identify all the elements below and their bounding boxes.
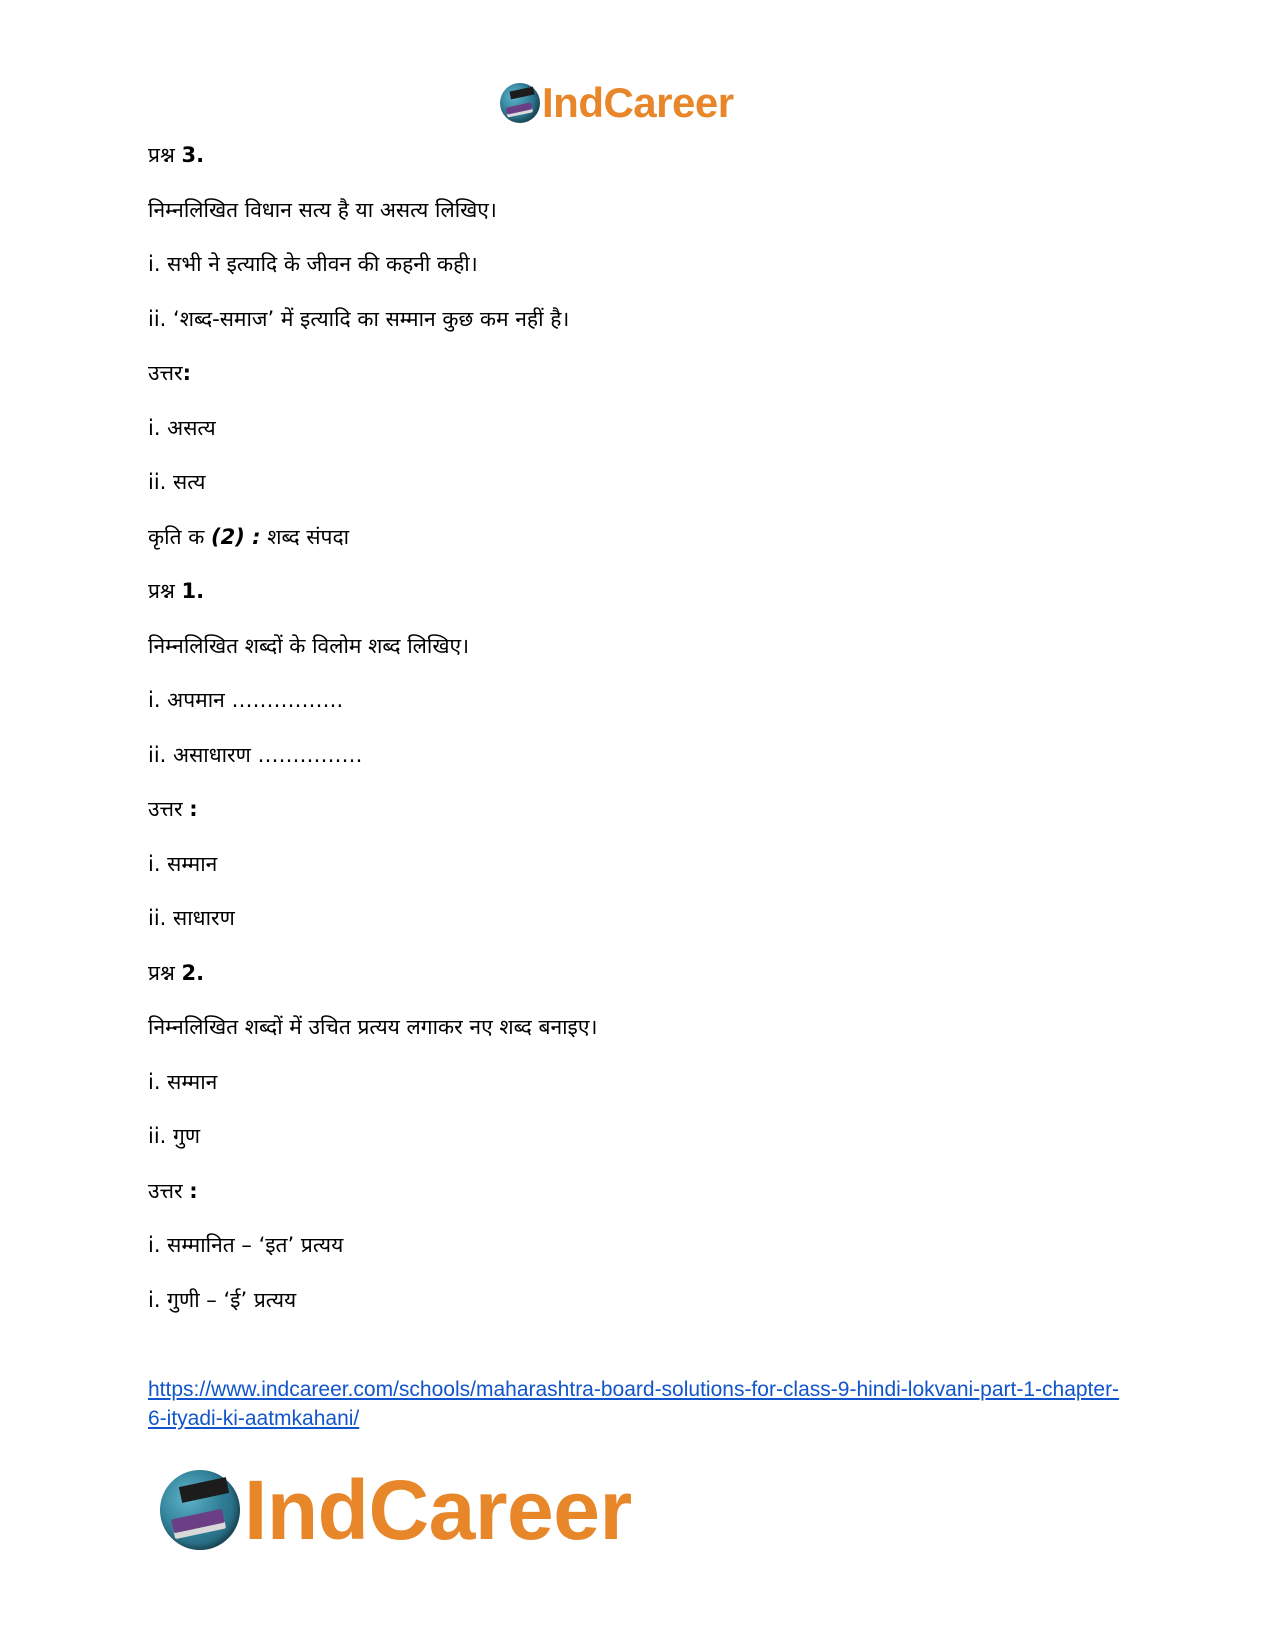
question-text: निम्नलिखित शब्दों में उचित प्रत्यय लगाकर नए शब्द बनाइए। [148,1015,598,1039]
question-text: निम्नलिखित विधान सत्य है या असत्य लिखिए। [148,197,497,222]
answer-heading: उत्तर: [148,361,192,385]
answer-item: ii. सत्य [148,470,206,494]
question-heading: प्रश्न 2. [148,960,205,985]
statement-item: i. सभी ने इत्यादि के जीवन की कहनी कही। [148,252,478,276]
word-item: ii. असाधारण …………… [148,742,363,767]
answer-item: i. गुणी – ‘ई’ प्रत्यय [148,1287,297,1312]
brand-name: IndCareer [244,1463,632,1557]
word-item: i. सम्मान [148,1069,218,1094]
document-body [148,140,1128,1339]
statement-item: ii. ‘शब्द-समाज’ में इत्यादि का सम्मान कुछ कम नहीं है। [148,306,570,331]
question-heading: प्रश्न 1. [148,579,205,603]
indcareer-logo-top [500,80,734,126]
section-heading: कृति क (2) : शब्द संपदा [148,524,350,549]
indcareer-logo-bottom [160,1465,632,1555]
answer-heading: उत्तर : [148,1178,198,1203]
question-text: निम्नलिखित शब्दों के विलोम शब्द लिखिए। [148,633,470,658]
word-item: i. अपमान ……………. [148,688,344,712]
answer-item: i. असत्य [148,415,216,440]
graduation-globe-icon [500,83,540,123]
question-heading: प्रश्न 3. [148,143,205,167]
brand-name: IndCareer [542,79,734,126]
answer-item: ii. साधारण [148,906,235,930]
answer-item: i. सम्मानित – ‘इत’ प्रत्यय [148,1233,344,1257]
source-link[interactable]: https://www.indcareer.com/schools/maharashtra-board-solutions-for-class-9-hindi-lokvani-part-1-chapter-6-ityadi-ki-aatmkahani/ [148,1378,1120,1430]
word-item: ii. गुण [148,1124,201,1148]
answer-item: i. सम्मान [148,851,218,876]
answer-heading: उत्तर : [148,797,198,821]
graduation-globe-icon [160,1470,240,1550]
